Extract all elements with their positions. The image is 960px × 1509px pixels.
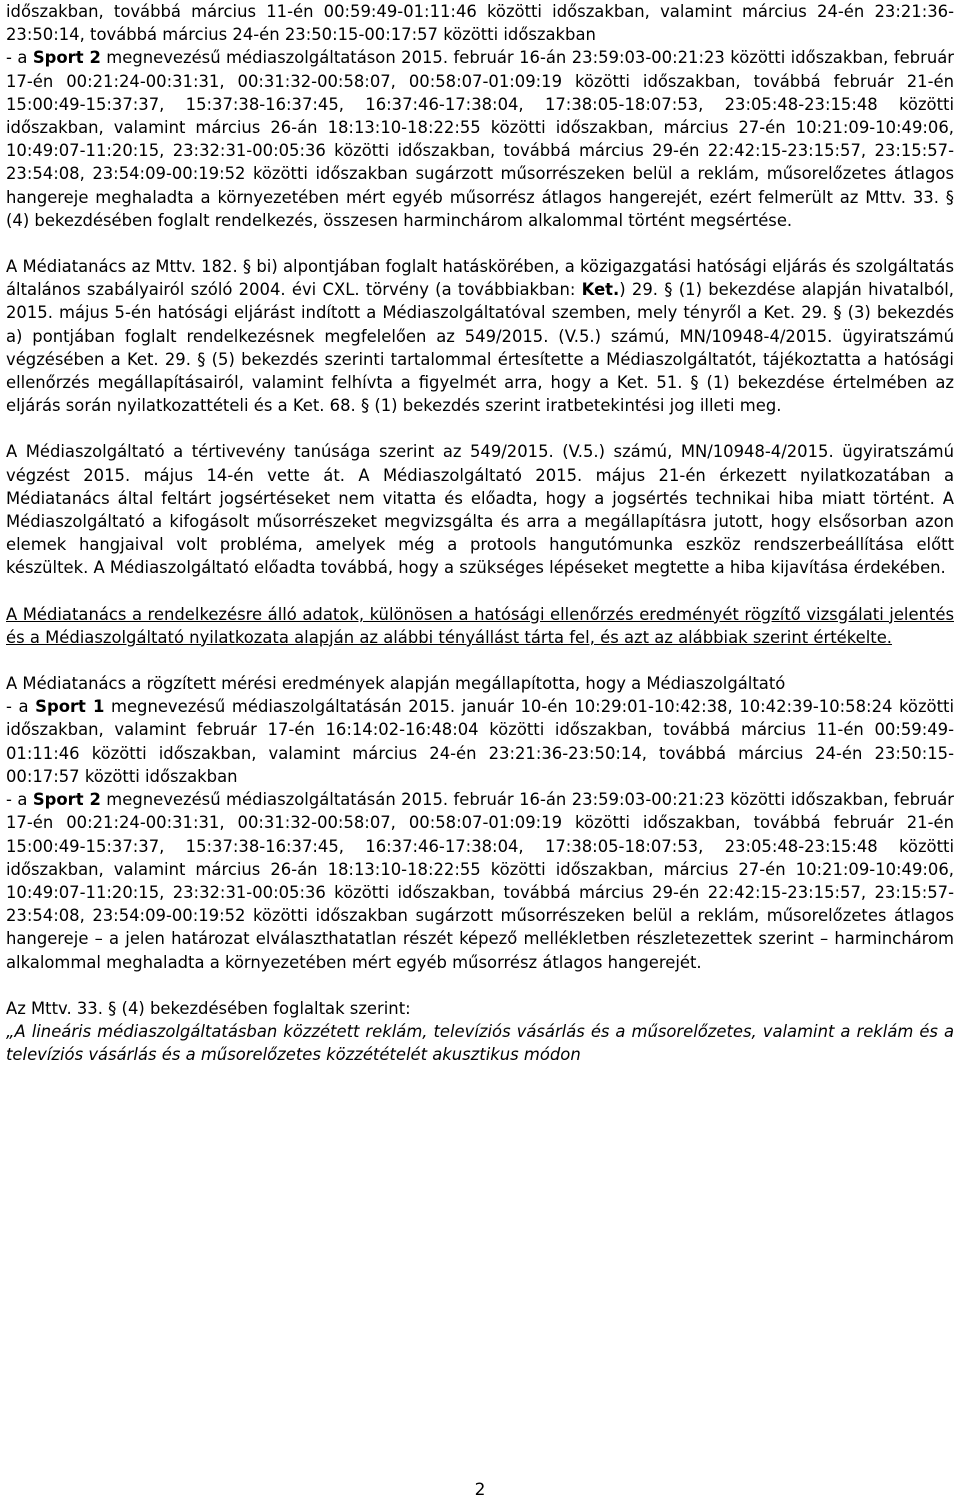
page-number: 2 [474, 1480, 486, 1500]
paragraph-continuation [6, 0, 954, 232]
list-text: megnevezésű médiaszolgáltatáson 2015. február 16-án 23:59:03-00:21:23 közötti időszakban, február 17-én 00:21:24-00:31:31, 00:31:32-00:58:07, 00:58:07-01:09:19 közötti időszakban, továbbá február 21-én 15:00:49-15:37:37, 15:37:38-16:37:45, 16:37:46-17:38:04, 17:38:05-18:07:53, 23:05:48-23:15:48 közötti időszakban, valamint március 26-án 18:13:10-18:22:55 közötti időszakban, március 27-én 10:21:09-10:49:06, 10:49:07-11:20:15, 23:32:31-00:05:36 közötti időszakban, továbbá március 29-én 22:42:15-23:15:57, 23:15:57-23:54:08, 23:54:09-00:19:52 közötti időszakban sugárzott műsorrészeken belül a reklám, műsorelőzetes átlagos hangereje meghaladta a környezetében mért egyéb műsorrész átlagos hangerejét, ezért felmerült az Mttv. 33. § (4) bekezdésében foglalt rendelkezés, összesen harminchárom alkalommal történt megsértése. [6, 48, 954, 230]
list-dash: - a [6, 697, 36, 717]
service-name-sport2: Sport 2 [32, 48, 101, 68]
list-dash: - a [6, 48, 33, 68]
service-name-sport1: Sport 1 [35, 697, 105, 717]
list-text: megnevezésű médiaszolgáltatásán 2015. február 16-án 23:59:03-00:21:23 közötti időszakban, február 17-én 00:21:24-00:31:31, 00:31:32-00:58:07, 00:58:07-01:09:19 közötti időszakban, továbbá február 21-én 15:00:49-15:37:37, 15:37:38-16:37:45, 16:37:46-17:38:04, 17:38:05-18:07:53, 23:05:48-23:15:48 közötti időszakban, valamint március 26-án 18:13:10-18:22:55 közötti időszakban, március 27-én 10:21:09-10:49:06, 10:49:07-11:20:15, 23:32:31-00:05:36 közötti időszakban, továbbá március 29-én 22:42:15-23:15:57, 23:15:57-23:54:08, 23:54:09-00:19:52 közötti időszakban sugárzott műsorrészeken belül a reklám, műsorelőzetes átlagos hangereje – a jelen határozat elválaszthatatlan részét képező mellékletben részletezettek szerint – harminchárom alkalommal meghaladta a környezetében mért egyéb műsorrész átlagos hangerejét. [6, 790, 954, 972]
procedure-text-2: ) 29. § (1) bekezdése alapján hivatalból, 2015. május 5-én hatósági eljárást indított a Médiaszolgáltatóval szemben, mely tényről a Ket. 29. § (3) bekezdés a) pontjában foglalt rendelkezésnek megfelelően az 549/2015. (V.5.) számú, MN/10948-4/2015. ügyiratszámú végzésében a Ket. 29. § (5) bekezdés szerinti tartalommal értesítette a Médiaszolgáltatót, tájékoztatta a hatósági ellenőrzés megállapításairól, valamint felhívta a figyelmét arra, hogy a Ket. 51. § (1) bekezdése értelmében az eljárás során nyilatkozattételi és a Ket. 68. § (1) bekezdés szerint iratbetekintési jog illeti meg. [6, 280, 954, 416]
paragraph-procedure [6, 255, 954, 417]
legal-lead: Az Mttv. 33. § (4) bekezdésében foglaltak szerint: [6, 998, 411, 1018]
ket-abbreviation: Ket. [581, 280, 620, 300]
procedure-text-1: A Médiatanács az Mttv. 182. § bi) alpontjában foglalt hatáskörében, a közigazgatási hatósági eljárás és szolgáltatás általános szabályairól szóló 2004. évi CXL. törvény (a továbbiakban: [6, 257, 954, 300]
continuation-text: időszakban, továbbá március 11-én 00:59:49-01:11:46 közötti időszakban, valamint március 24-én 23:21:36-23:50:14, továbbá március 24-én 23:50:15-00:17:57 közötti időszakban [6, 2, 954, 45]
service-name-sport2: Sport 2 [32, 790, 101, 810]
document-body [6, 0, 954, 1066]
list-dash: - a [6, 790, 33, 810]
paragraph-response: A Médiaszolgáltató a tértivevény tanúsága szerint az 549/2015. (V.5.) számú, MN/10948-4/2015. ügyiratszámú végzést 2015. május 14-én vette át. A Médiaszolgáltató 2015. május 21-én érkezett nyilatkozatában a Médiatanács által feltárt jogsértéseket nem vitatta és előadta, hogy a jogsértés technikai hiba miatt történt. A Médiaszolgáltató a kifogásolt műsorrészeket megvizsgálta és arra a megállapításra jutott, hogy elsősorban azon elemek hangjaival volt probléma, amelyek még a protools hangutómunka eszköz rendszerbeállítása előtt készültek. A Médiaszolgáltató előadta továbbá, hogy a szükséges lépéseket megtette a hiba kijavítása érdekében. [6, 442, 954, 578]
legal-quote: „A lineáris médiaszolgáltatásban közzétett reklám, televíziós vásárlás és a műsorelőzetes, valamint a reklám és a televíziós vásárlás és a műsorelőzetes közzétételét akusztikus módon [6, 1021, 954, 1065]
paragraph-findings [6, 672, 954, 974]
list-text: megnevezésű médiaszolgáltatásán 2015. január 10-én 10:29:01-10:42:38, 10:42:39-10:58:24 közötti időszakban, valamint február 17-én 16:14:02-16:48:04 közötti időszakban, továbbá március 11-én 00:59:49-01:11:46 közötti időszakban, valamint március 24-én 23:21:36-23:50:14, továbbá március 24-én 23:50:15-00:17:57 közötti időszakban [6, 697, 954, 786]
findings-intro: A Médiatanács a rögzített mérési eredmények alapján megállapította, hogy a Médiaszolgáltató [6, 674, 786, 694]
paragraph-heading-underlined: A Médiatanács a rendelkezésre álló adatok, különösen a hatósági ellenőrzés eredményét rögzítő vizsgálati jelentés és a Médiaszolgáltató nyilatkozata alapján az alábbi tényállást tárta fel, és azt az alábbiak szerint értékelte. [6, 604, 954, 647]
paragraph-legal-reference [6, 997, 954, 1067]
